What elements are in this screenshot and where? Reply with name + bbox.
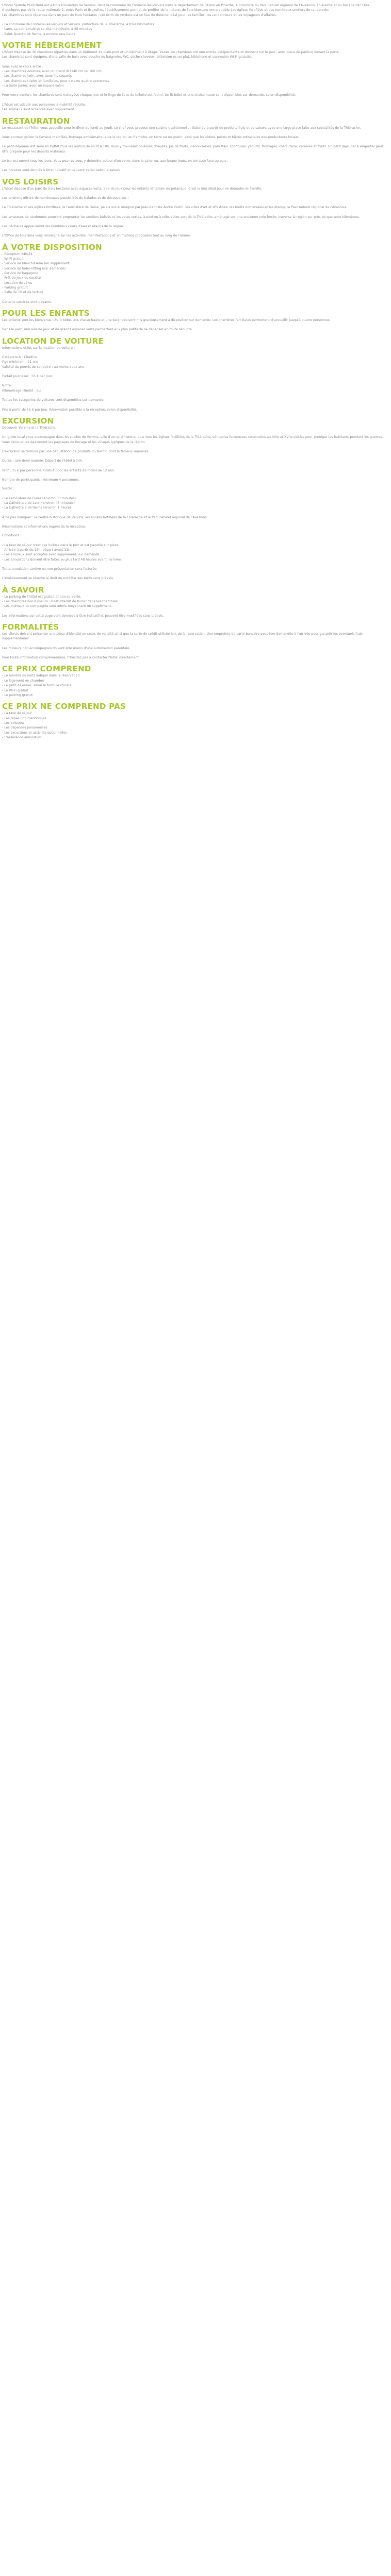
spacer: [2, 393, 389, 398]
section-location: [2, 336, 389, 412]
section-text: Validité du permis de conduire : au moins deux ans: [2, 365, 84, 369]
spacer: [2, 511, 389, 515]
section-text: Un guide local vous accompagne dans les ruelles de Vervins, ville d'art et d'histoire, puis vers les églises fortifiées de la Thiérache, véritables forteresses construites au XVIe et XVIIe siècles pour protéger les habitants pendant les guerres. Vous découvrirez également les paysages de bocage et les villages typiques de la région.: [2, 435, 383, 444]
section-text: - Salle de TV et de lecture: [2, 291, 44, 295]
section-text: Âge minimum : 21 ans: [2, 360, 39, 364]
section-heading: VOS LOISIRS: [2, 177, 59, 187]
section-text: Forfait journalier : 55 € par jour: [2, 375, 53, 379]
section-text: Vous avez le choix entre :: [2, 64, 43, 69]
section-text: - La taxe de séjour n'est pas incluse dans le prix et est payable sur place.: [2, 543, 120, 547]
section-text: L'hôtel dispose d'un parc de trois hectares avec espaces verts, aire de jeux pour les enfants et terrain de pétanque. C'est le lieu idéal pour se détendre en famille.: [2, 187, 262, 191]
intro: [2, 3, 389, 37]
spacer: [2, 609, 389, 614]
section-text: Les environs offrent de nombreuses possibilités de balades et de découvertes :: [2, 196, 129, 200]
spacer: [2, 430, 389, 435]
section-savoir: [2, 585, 389, 618]
section-text: - Parking gratuit: [2, 286, 28, 290]
spacer: [2, 98, 389, 103]
section-text: - Location de vélos: [2, 281, 32, 285]
spacer: [2, 473, 389, 478]
section-text: Les pêcheurs apprécieront les nombreux cours d'eau et étangs de la région.: [2, 224, 124, 228]
section-text: Certains services sont payants.: [2, 300, 53, 304]
section-text: - Les dépenses personnelles: [2, 726, 47, 730]
spacer: [2, 492, 389, 496]
section-text: Notre :: [2, 384, 13, 388]
spacer: [2, 350, 389, 355]
section-text: - Le petit déjeuner, selon la formule choisie: [2, 684, 72, 688]
section-text: - Le parking de l'hôtel est gratuit et non surveillé.: [2, 595, 82, 599]
section-heading: POUR LES ENFANTS: [2, 309, 90, 318]
spacer: [2, 323, 389, 327]
intro-paragraph: À quelques pas de la route nationale 2, entre Paris et Bruxelles, l'établissement permet de profiter de la nature, de l'architecture remarquable des églises fortifiées et des nombreux sentiers de randonnée.: [2, 8, 330, 12]
spacer: [2, 60, 389, 64]
section-text: Les enfants sont les bienvenus. Un lit bébé, une chaise haute et une baignoire sont mis gracieusement à disposition sur demande. Les chambres familiales permettent d'accueillir jusqu'à quatre personnes.: [2, 318, 331, 323]
section-excursion: [2, 416, 389, 482]
section-comprend: [2, 664, 389, 698]
section-text: Les chambres sont équipées d'une salle de bain avec douche ou baignoire, WC, sèche-cheveux, télévision écran plat, téléphone et connexion Wi-Fi gratuite.: [2, 55, 252, 59]
section-text: Les mineurs non accompagnés doivent être munis d'une autorisation parentale.: [2, 646, 131, 650]
section-text: Découvrir Vervins et la Thiérache.: [2, 426, 57, 430]
section-text: La Thiérache et ses églises fortifiées, le Familistère de Guise, palais social imaginé par Jean-Baptiste André Godin, les villes d'art et d'histoire, les forêts domaniales et les étangs, le Parc naturel régional de l'Avesnois.: [2, 206, 347, 210]
spacer: [2, 403, 389, 408]
section-text: - La Suite Junior, avec un espace salon: [2, 84, 64, 88]
spacer: [2, 538, 389, 543]
section-heading: CE PRIX COMPREND: [2, 664, 91, 674]
spacer: [2, 562, 389, 567]
section-text: - Service de bagagerie: [2, 272, 38, 275]
spacer: [2, 445, 389, 449]
intro-paragraph: Les chambres sont réparties dans un parc de trois hectares ; cet écrin de verdure est un lieu de détente idéal pour les familles, les randonneurs et les voyageurs d'affaires.: [2, 13, 277, 17]
section-text: L'hôtel est adapté aux personnes à mobilité réduite.: [2, 103, 86, 107]
section-text: - Les chambres triples et familiales, pour trois ou quatre personnes: [2, 79, 109, 83]
intro-paragraph: L'hôtel Spatule Paris Nord est à trois kilomètres de Vervins, dans la commune de Fontaine-lès-Vervins dans le département de l'Aisne en Picardie, à proximité du Parc naturel régional de l'Avesnois, Thiérache et du bocage de l'Oise.: [2, 4, 371, 7]
nearby-line: - La commune de Fontaine-lès-Vervins et Vervins, préfecture de la Thiérache, à trois kilomètres: [2, 23, 154, 27]
page: [0, 0, 391, 752]
section-text: Toute annulation tardive ou non-présentation sera facturée.: [2, 567, 97, 571]
section-disposition: [2, 243, 389, 304]
spacer: [2, 379, 389, 383]
section-text: - Les chambres non-fumeurs ; il est interdit de fumer dans les chambres.: [2, 600, 119, 604]
section-text: L'excursion se termine par une dégustation de produits du terroir, dont le fameux maroilles.: [2, 449, 150, 453]
spacer: [2, 140, 389, 144]
section-text: - Service de baby-sitting (sur demande): [2, 266, 66, 270]
section-text: Les animaux sont acceptés avec supplément.: [2, 108, 75, 112]
spacer: [2, 219, 389, 224]
section-text: - Le logement en chambre: [2, 679, 44, 683]
section-text: L'établissement se réserve le droit de modifier ses tarifs sans préavis.: [2, 577, 114, 581]
nearby-line: - Saint-Quentin et Reims, à environ une heure: [2, 32, 76, 36]
section-text: - Les animaux sont acceptés avec supplément, sur demande.: [2, 553, 101, 557]
section-text: Nombre de participants : minimum 4 personnes.: [2, 478, 80, 482]
section-text: - La Cathédrale de Reims (environ 1 heure): [2, 506, 71, 510]
section-text: - Le nombre de nuits indiqué dans la réservation: [2, 674, 80, 678]
section-enfants: [2, 309, 389, 332]
section-text: Toutes les catégories de voitures sont disponibles sur demande.: [2, 398, 105, 402]
section-text: Le petit déjeuner est servi en buffet tous les matins de 6h30 à 10h. Vous y trouverez boissons chaudes, jus de fruits, viennoiseries, pain frais, confitures, yaourts, fromages, charcuterie, céréales et fruits. Un petit déjeuner à emporter peut être préparé pour les départs matinaux.: [2, 145, 383, 154]
section-necomprendpas: [2, 702, 389, 740]
spacer: [2, 210, 389, 215]
section-text: Pour toute information complémentaire, n'hésitez pas à contacter l'hôtel directement.: [2, 656, 140, 660]
section-text: - Les chambres twin, avec deux lits séparés: [2, 74, 72, 78]
section-loisirs: [2, 177, 389, 239]
spacer: [2, 641, 389, 646]
section-text: - Les excursions et activités optionnelles: [2, 731, 67, 735]
spacer: [2, 163, 389, 168]
section-heading: FORMALITÉS: [2, 622, 59, 632]
section-heading: RESTAURATION: [2, 116, 70, 126]
spacer: [2, 200, 389, 205]
section-text: L'hôtel dispose de 36 chambres réparties dans un bâtiment de plain-pied et un bâtiment à étage. Toutes les chambres ont une entrée indépendante et donnent sur le parc, avec place de parking devant la porte.: [2, 50, 340, 55]
section-text: Informations utiles sur la location de voiture :: [2, 346, 75, 350]
section-text: Les informations sur cette page sont données à titre indicatif et peuvent être modifiées sans préavis.: [2, 614, 164, 618]
section-text: - La taxe de séjour: [2, 711, 32, 716]
section-text: Catégorie A : Citadine: [2, 355, 37, 360]
section-text: Les clients doivent présenter une pièce d'identité en cours de validité ainsi que la carte de crédit utilisée lors de la réservation. Une empreinte de carte bancaire peut être demandée à l'arrivée pour garantir les éventuels frais supplémentaires.: [2, 632, 363, 641]
section-text: - Les boissons: [2, 721, 25, 725]
section-text: - Les animaux de compagnie sont admis moyennant un supplément.: [2, 604, 112, 608]
section-text: - L'assurance annulation: [2, 735, 41, 739]
spacer: [2, 369, 389, 374]
section-text: Le restaurant de l'hôtel vous accueille pour le dîner du lundi au jeudi. Le chef vous propose une cuisine traditionnelle, élaborée à partir de produits frais et de saison, avec une large place faite aux spécialités de la Thiérache.: [2, 126, 361, 130]
section-text: Conditions :: [2, 534, 21, 538]
section-hebergement: [2, 41, 389, 112]
section-text: - Le parking gratuit: [2, 693, 33, 697]
spacer: [2, 295, 389, 300]
section-text: Dans le parc, une aire de jeux et de grands espaces verts permettent aux plus petits de se dépenser en toute sécurité.: [2, 328, 193, 332]
section-text: Kilométrage illimité : oui: [2, 388, 41, 393]
section-text: Pour votre confort, les chambres sont nettoyées chaque jour et le linge de lit et de toilette est fourni. Un lit bébé et une chaise haute sont disponibles sur demande, selon disponibilité.: [2, 93, 296, 97]
section-text: - Wi-Fi gratuit: [2, 257, 24, 261]
spacer: [2, 520, 389, 524]
spacer: [2, 154, 389, 159]
section-text: - Service de blanchisserie (en supplément): [2, 262, 71, 266]
section-text: À ne pas manquer : le centre historique de Vervins, les églises fortifiées de la Thiérache et le Parc naturel régional de l'Avesnois.: [2, 515, 208, 519]
section-heading: À SAVOIR: [2, 585, 44, 595]
section-heading: EXCURSION: [2, 416, 54, 426]
section-text: Visiter :: [2, 487, 14, 491]
section-text: L'Office de tourisme vous renseigne sur les activités, manifestations et animations proposées tout au long de l'année.: [2, 234, 191, 238]
section-text: Réservations et informations auprès de la réception.: [2, 524, 86, 529]
section-conditions: [2, 533, 389, 581]
section-text: - Les chambres doubles, avec un grand lit (140 cm ou 160 cm): [2, 70, 103, 74]
section-text: Les horaires sont donnés à titre indicatif et peuvent varier selon la saison.: [2, 168, 121, 173]
section-formalites: [2, 622, 389, 660]
section-heading: À VOTRE DISPOSITION: [2, 242, 102, 252]
section-text: Prix à partir de 55 € par jour. Réservation possible à la réception, selon disponibilité.: [2, 408, 137, 412]
section-heading: VOTRE HÉBERGEMENT: [2, 41, 102, 50]
section-text: Le bar est ouvert tous les jours. Vous pourrez vous y détendre autour d'un verre, dans le salon ou, aux beaux jours, en terrasse face au parc.: [2, 159, 228, 163]
section-text: Les amateurs de randonnée pourront emprunter les sentiers balisés et les voies vertes, à pied ou à vélo. L'Axe vert de la Thiérache, aménagé sur une ancienne voie ferrée, traverse la région sur près de quarante kilomètres.: [2, 215, 360, 219]
spacer: [2, 464, 389, 468]
spacer: [2, 88, 389, 93]
section-heading: CE PRIX NE COMPREND PAS: [2, 702, 126, 711]
section-text: Vous pourrez goûter le fameux maroilles, fromage emblématique de la région, en flamiche, en tarte ou en gratin, ainsi que les cidres, poirés et bières artisanales des producteurs locaux.: [2, 135, 300, 139]
nearby-line: - Laon, sa cathédrale et sa cité médiévale, à 45 minutes: [2, 27, 92, 31]
section-text: - Le Wi-Fi gratuit: [2, 688, 28, 692]
spacer: [2, 229, 389, 233]
section-text: - Arrivée à partir de 15h, départ avant 11h.: [2, 548, 72, 552]
section-text: - Le Familistère de Guise (environ 30 minutes): [2, 496, 76, 500]
section-text: Durée : une demi-journée. Départ de l'hôtel à 14h.: [2, 459, 83, 463]
section-text: - Les repas non mentionnés: [2, 716, 46, 720]
spacer: [2, 651, 389, 655]
section-restauration: [2, 116, 389, 173]
section-heading: LOCATION DE VOITURE: [2, 336, 104, 346]
spacer: [2, 571, 389, 576]
content-sections: [2, 41, 389, 740]
section-text: Tarif : 35 € par personne. Gratuit pour les enfants de moins de 12 ans.: [2, 468, 115, 472]
section-text: - Réception 24h/24: [2, 252, 32, 256]
section-text: - Les annulations doivent être faites au plus tard 48 heures avant l'arrivée.: [2, 557, 122, 562]
section-text: - Prêt de jeux de société: [2, 276, 41, 280]
section-visiter: [2, 486, 389, 529]
spacer: [2, 191, 389, 196]
spacer: [2, 454, 389, 459]
section-text: - La Cathédrale de Laon (environ 45 minutes): [2, 501, 75, 505]
spacer: [2, 130, 389, 135]
